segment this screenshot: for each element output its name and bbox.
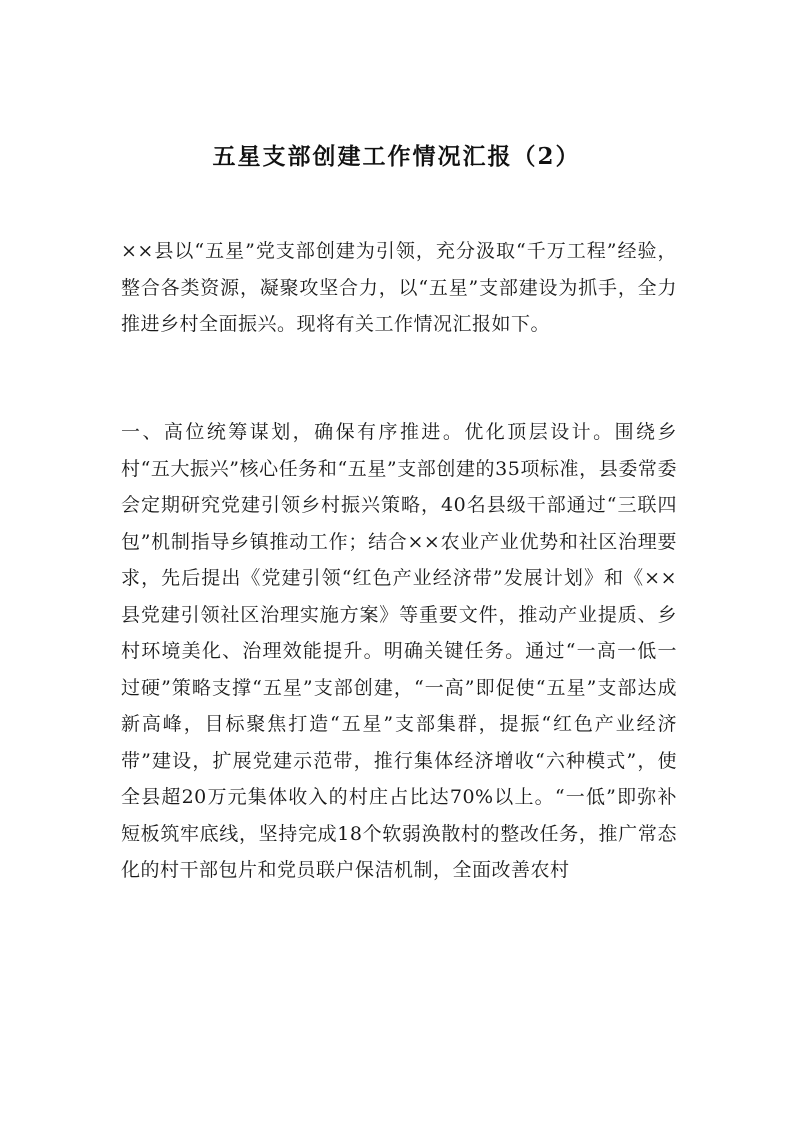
document-title: 五星支部创建工作情况汇报（2） bbox=[212, 143, 581, 171]
intro-paragraph: ××县以“五星”党支部创建为引领，充分汲取“千万工程”经验，整合各类资源，凝聚攻坚合力，以“五星”支部建设为抓手，全力推进乡村全面振兴。现将有关工作情况汇报如下。 bbox=[121, 240, 677, 335]
section-one-paragraph: 一、高位统筹谋划，确保有序推进。优化顶层设计。围绕乡村“五大振兴”核心任务和“五星”支部创建的35项标准，县委常委会定期研究党建引领乡村振兴策略，40名县级干部通过“三联四包”机制指导乡镇推动工作；结合××农业产业优势和社区治理要求，先后提出《党建引领“红色产业经济带”发展计划》和《××县党建引领社区治理实施方案》等重要文件，推动产业提质、乡村环境美化、治理效能提升。明确关键任务。通过“一高一低一过硬”策略支撑“五星”支部创建，“一高”即促使“五星”支部达成新高峰，目标聚焦打造“五星”支部集群，提振“红色产业经济带”建设，扩展党建示范带，推行集体经济增收“六种模式”，使全县超20万元集体收入的村庄占比达70%以上。“一低”即弥补短板筑牢底线，坚持完成18个软弱涣散村的整改任务，推广常态化的村干部包片和党员联户保洁机制，全面改善农村 bbox=[121, 421, 677, 881]
